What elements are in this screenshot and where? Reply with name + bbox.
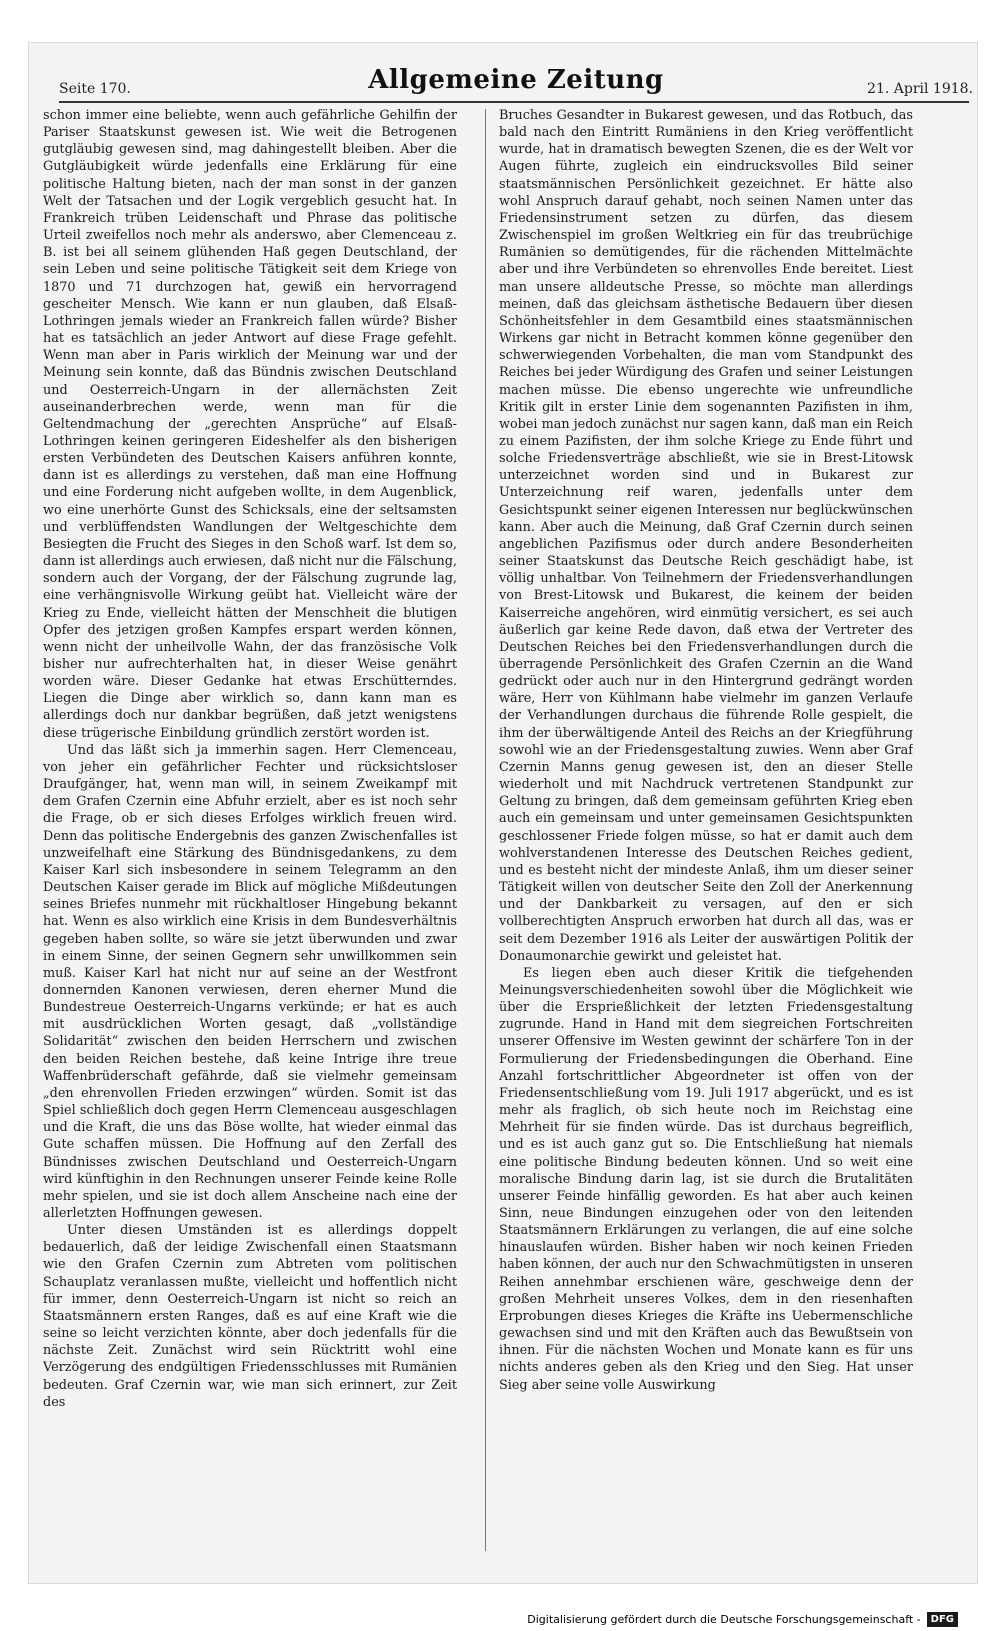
article-paragraph: Es liegen eben auch dieser Kritik die tiefgehenden Meinungsverschiedenheiten sowohl über die Möglichkeit wie über die Ersprießlichkeit der letzten Friedensgestaltung zugrunde. Hand in Hand mit dem siegreichen Fortschreiten unserer Offensive im Westen gewinnt der schärfere Ton in der Formulierung der Friedensbedingungen die Oberhand. Eine Anzahl fortschrittlicher Abgeordneter ist offen von der Friedensentschließung vom 19. Juli 1917 abgerückt, und es ist mehr als fraglich, ob sich heute noch im Reichstag eine Mehrheit für sie finden würde. Das ist durchaus begreiflich, und es ist auch ganz gut so. Die Entschließung hat niemals eine politische Bindung bedeuten können. Und so weit eine moralische Bindung darin lag, ist sie durch die Brutalitäten unserer Feinde hinfällig geworden. Es hat aber auch keinen Sinn, neue Bindungen einzugehen oder von den leitenden Staatsmännern Erklärungen zu verlangen, die auf eine solche hinauslaufen würden. Bisher haben wir noch keinen Frieden haben können, der auch nur den Schwachmütigsten in unseren Reihen annehmbar erschienen wäre, geschweige denn der großen Mehrheit unseres Volkes, dem in den riesenhaften Erprobungen dieses Krieges die Kräfte ins Uebermenschliche gewachsen sind und mit den Kräften auch das Bewußtsein von ihnen. Für die nächsten Wochen und Monate kann es für uns nichts anderes geben als den Krieg und den Sieg. Hat unser Sieg aber seine volle Auswirkung (499, 965, 913, 1393)
column-divider (485, 109, 486, 1551)
digitization-credit (527, 1612, 958, 1627)
masthead-title: Allgemeine Zeitung (368, 65, 664, 95)
article-paragraph: schon immer eine beliebte, wenn auch gefährliche Gehilfin der Pariser Staatskunst gewesen ist. Wie weit die Betrogenen gutgläubig gewesen sind, mag dahingestellt bleiben. Aber die Gutgläubigkeit würde jedenfalls eine Erklärung für eine politische Haltung bieten, nach der man sonst in der ganzen Welt der Tatsachen und der Logik vergeblich gesucht hat. In Frankreich trüben Leidenschaft und Phrase das politische Urteil zweifellos noch mehr als anderswo, aber Clemenceau z. B. ist bei all seinem glühenden Haß gegen Deutschland, der sein Leben und seine politische Tätigkeit seit dem Kriege von 1870 und 71 durchzogen hat, gewiß ein hervorragend gescheiter Mensch. Wie kann er nun glauben, daß Elsaß-Lothringen jemals wieder an Frankreich fallen würde? Bisher hat es tatsächlich an jeder Antwort auf diese Frage gefehlt. Wenn man aber in Paris wirklich der Meinung war und der Meinung sein konnte, daß das Bündnis zwischen Deutschland und Oesterreich-Ungarn in der allernächsten Zeit auseinanderbrechen werde, wenn man für die Geltendmachung der „gerechten Ansprüche“ auf Elsaß-Lothringen keinen geringeren Eideshelfer als den bisherigen ersten Verbündeten des Deutschen Kaisers anführen konnte, dann ist es allerdings zu verstehen, daß man eine Hoffnung und eine Forderung nicht aufgeben wollte, in dem Augenblick, wo eine unerhörte Gunst des Schicksals, eine der seltsamsten und verblüffendsten Wandlungen der Weltgeschichte dem Besiegten die Frucht des Sieges in den Schoß warf. Ist dem so, dann ist allerdings auch erwiesen, daß nicht nur die Fälschung, sondern auch der Vorgang, der der Fälschung zugrunde lag, eine verhängnisvolle Wirkung geübt hat. Vielleicht wäre der Krieg zu Ende, vielleicht hätten der Menschheit die blutigen Opfer des jetzigen großen Kampfes erspart werden können, wenn nicht der unheilvolle Wahn, der das französische Volk bisher nur aufrechterhalten hat, in dieser Weise genährt worden wäre. Dieser Gedanke hat etwas Erschütterndes. Liegen die Dinge aber wirklich so, dann kann man es allerdings doch nur dankbar begrüßen, daß jetzt wenigstens diese trügerische Einbildung gründlich zerstört worden ist. (43, 108, 457, 741)
article-paragraph: Bruches Gesandter in Bukarest gewesen, und das Rotbuch, das bald nach den Eintritt Rumäniens in den Krieg veröffentlicht wurde, hat in dramatisch bewegten Szenen, die es der Welt vor Augen führte, zugleich ein eindrucksvolles Bild seiner staatsmännischen Persönlichkeit gezeichnet. Er hätte also wohl Anspruch darauf gehabt, noch seinen Namen unter das Friedensinstrument setzen zu dürfen, das diesem Zwischenspiel im großen Weltkrieg ein für das treubrüchige Rumänien so demütigendes, für die rächenden Mittelmächte aber und ihre Verbündeten so ehrenvolles Ende bereitet. Liest man unsere alldeutsche Presse, so möchte man allerdings meinen, daß das gleichsam ästhetische Bedauern über diesen Schönheitsfehler in dem Gesamtbild eines staatsmännischen Wirkens gar nicht in Betracht kommen könne gegenüber den schwerwiegenden Vorbehalten, die man vom Standpunkt des Reiches bei jeder Würdigung des Grafen und seiner Leistungen machen müsse. Die ebenso ungerechte wie unfreundliche Kritik gilt in erster Linie dem sogenannten Pazifisten in ihm, wobei man jedoch zunächst nur sagen kann, daß man ein Reich zu einem Pazifisten, der ihm solche Kriege zu Ende führt und solche Friedensverträge abschließt, wie sie in Brest-Litowsk unterzeichnet worden sind und in Bukarest zur Unterzeichnung reif waren, jedenfalls unter dem Gesichtspunkt seiner eigenen Interessen nur beglückwünschen kann. Aber auch die Meinung, daß Graf Czernin durch seinen angeblichen Pazifismus oder durch andere Besonderheiten seiner Staatskunst das Deutsche Reich geschädigt habe, ist völlig unhaltbar. Von Teilnehmern der Friedensverhandlungen von Brest-Litowsk und Bukarest, die keinem der beiden Kaiserreiche angehören, wird einmütig versichert, es sei auch äußerlich gar keine Rede davon, daß etwa der Vertreter des Deutschen Reiches bei den Friedensverhandlungen durch die überragende Persönlichkeit des Grafen Czernin an die Wand gedrückt oder auch nur in den Hintergrund gedrängt worden wäre, Herr von Kühlmann habe vielmehr im ganzen Verlaufe der Verhandlungen durchaus die führende Rolle gespielt, die ihm der überwältigende Anteil des Reichs an der Kriegführung sowohl wie an der Friedensgestaltung zuwies. Wenn aber Graf Czernin Manns genug gewesen ist, den an dieser Stelle wiederholt und mit Nachdruck vertretenen Standpunkt zur Geltung zu bringen, daß dem gemeinsam geführten Krieg eben auch ein gemeinsam und unter gemeinsamen Gesichtspunkten geschlossener Friede folgen müsse, so hat er damit auch dem wohlverstandenen Interesse des Deutschen Reiches gedient, und es besteht nicht der mindeste Anlaß, ihm um dieser seiner Tätigkeit willen von deutscher Seite den Zoll der Anerkennung und der Dankbarkeit zu versagen, auf den er sich vollberechtigten Anspruch erworben hat durch all das, was er seit dem Dezember 1916 als Leiter der auswärtigen Politik der Donaumonarchie gewirkt und geleistet hat. (499, 108, 913, 964)
newspaper-page (28, 42, 978, 1584)
page-number: Seite 170. (59, 81, 131, 97)
article-paragraph: Und das läßt sich ja immerhin sagen. Herr Clemenceau, von jeher ein gefährlicher Fechter und rücksichtsloser Draufgänger, hat, wenn man will, in seinem Zweikampf mit dem Grafen Czernin eine Abfuhr erzielt, aber es ist noch sehr die Frage, ob er sich dieses Erfolges wirklich freuen wird. Denn das politische Endergebnis des ganzen Zwischenfalles ist unzweifelhaft eine Stärkung des Bündnisgedankens, zu dem Kaiser Karl sich insbesondere in seinem Telegramm an den Deutschen Kaiser gerade im Blick auf mögliche Mißdeutungen seines Briefes nunmehr mit rückhaltloser Hingebung bekannt hat. Wenn es also wirklich eine Krisis in dem Bundesverhältnis gegeben haben sollte, so wäre sie jetzt überwunden und zwar in einem Sinne, der seinen Gegnern sehr unwillkommen sein muß. Kaiser Karl hat nicht nur auf seine an der Westfront donnernden Kanonen verwiesen, deren eherner Mund die Bundestreue Oesterreich-Ungarns verkünde; er hat es auch mit ausdrücklichen Worten gesagt, daß „vollständige Solidarität“ zwischen den beiden Herrschern und zwischen den beiden Reichen bestehe, daß keine Intrige ihre treue Waffenbrüderschaft gefährde, daß sie vielmehr gemeinsam „den ehrenvollen Frieden erzwingen“ würden. Somit ist das Spiel schließlich doch gegen Herrn Clemenceau ausgeschlagen und die Kraft, die uns das Böse wollte, hat wieder einmal das Gute schaffen müssen. Die Hoffnung auf den Zerfall des Bündnisses zwischen Deutschland und Oesterreich-Ungarn wird künftighin in den Rechnungen unserer Feinde keine Rolle mehr spielen, und sie ist doch allem Anscheine nach eine der allerletzten Hoffnungen gewesen. (43, 742, 457, 1221)
left-column (43, 107, 457, 1567)
issue-date: 21. April 1918. (867, 81, 973, 97)
credit-text: Digitalisierung gefördert durch die Deutsche Forschungsgemeinschaft - (527, 1613, 921, 1626)
header-rule (59, 101, 969, 103)
article-paragraph: Unter diesen Umständen ist es allerdings doppelt bedauerlich, daß der leidige Zwischenfall einen Staatsmann wie den Grafen Czernin zum Abtreten vom politischen Schauplatz veranlassen mußte, vielleicht und hoffentlich nicht für immer, denn Oesterreich-Ungarn ist nicht so reich an Staatsmännern ersten Ranges, daß es auf eine Kraft wie die seine so leicht verzichten könnte, aber doch jedenfalls für die nächste Zeit. Zunächst wird sein Rücktritt wohl eine Verzögerung des endgültigen Friedensschlusses mit Rumänien bedeuten. Graf Czernin war, wie man sich erinnert, zur Zeit des (43, 1223, 457, 1410)
right-column (499, 107, 913, 1567)
page-header (59, 65, 973, 111)
dfg-logo: DFG (927, 1612, 958, 1627)
